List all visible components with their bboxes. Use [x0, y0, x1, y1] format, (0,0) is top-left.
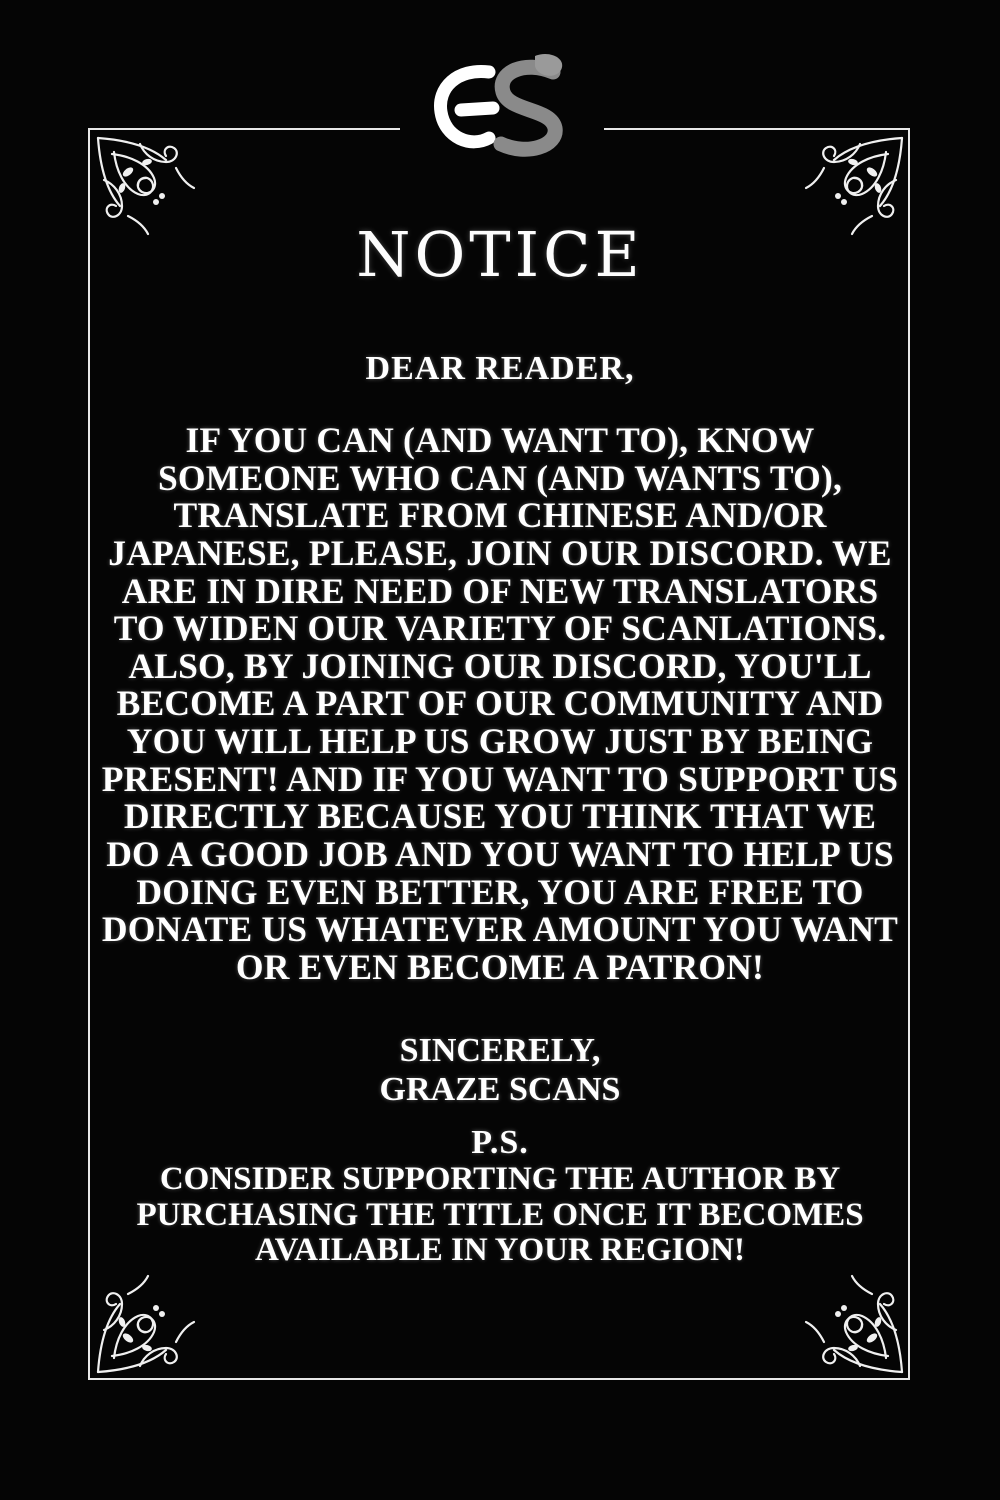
- postscript-text: CONSIDER SUPPORTING THE AUTHOR BY PURCHASING THE TITLE ONCE IT BECOMES AVAILABLE IN YOUR REGION!: [136, 1161, 864, 1269]
- page-title-text: NOTICE: [356, 218, 644, 291]
- sign-off: [88, 1032, 912, 1110]
- body-paragraph: IF YOU CAN (AND WANT TO), KNOW SOMEONE WHO CAN (AND WANTS TO), TRANSLATE FROM CHINESE AND/OR JAPANESE, PLEASE, JOIN OUR DISCORD. WE ARE IN DIRE NEED OF NEW TRANSLATORS TO WIDEN OUR VARIETY OF SCANLATIONS. ALSO, BY JOINING OUR DISCORD, YOU'LL BECOME A PART OF OUR COMMUNITY AND YOU WILL HELP US GROW JUST BY BEING PRESENT! AND IF YOU WANT TO SUPPORT US DIRECTLY BECAUSE YOU THINK THAT WE DO A GOOD JOB AND YOU WANT TO HELP US DOING EVEN BETTER, YOU ARE FREE TO DONATE US WHATEVER AMOUNT YOU WANT OR EVEN BECOME A PATRON!: [101, 420, 899, 987]
- salutation: DEAR READER,: [365, 350, 635, 387]
- corner-flourish-icon: [798, 132, 908, 242]
- corner-flourish-icon: [92, 132, 202, 242]
- postscript-label: P.S.: [471, 1124, 529, 1161]
- notice-body: [88, 350, 912, 1110]
- sign-off-line-2: GRAZE SCANS: [379, 1071, 621, 1109]
- corner-flourish-icon: [798, 1268, 908, 1378]
- sign-off-line-1: SINCERELY,: [399, 1032, 601, 1070]
- corner-flourish-icon: [92, 1268, 202, 1378]
- postscript-block: [88, 1124, 912, 1269]
